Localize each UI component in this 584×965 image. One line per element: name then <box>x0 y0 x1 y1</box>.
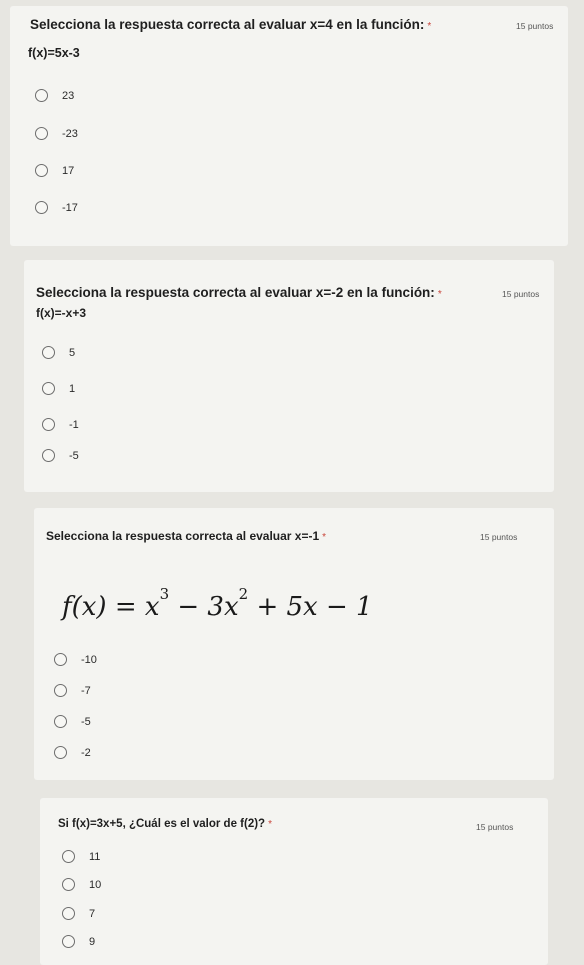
option-minus-17[interactable] <box>35 201 78 214</box>
radio-button[interactable] <box>54 715 67 728</box>
option-minus-7[interactable] <box>54 684 91 697</box>
option-10[interactable] <box>62 878 101 891</box>
option-23[interactable] <box>35 89 74 102</box>
question-card-1 <box>10 6 568 246</box>
option-minus-5[interactable] <box>54 715 91 728</box>
radio-button[interactable] <box>42 418 55 431</box>
option-label: 9 <box>89 935 96 948</box>
option-label: -17 <box>62 201 78 214</box>
option-label: -2 <box>81 746 91 759</box>
function-formula <box>62 585 373 622</box>
radio-button[interactable] <box>35 127 48 140</box>
points-label: 15 puntos <box>476 822 514 832</box>
option-label: -7 <box>81 684 91 697</box>
question-title-text: Selecciona la respuesta correcta al evaluar x=4 en la función: <box>30 17 425 32</box>
points-label: 15 puntos <box>516 21 554 31</box>
question-title-text: Selecciona la respuesta correcta al evaluar x=-2 en la función: <box>36 285 435 300</box>
required-mark: * <box>322 532 327 543</box>
question-title <box>30 16 431 36</box>
option-minus-2[interactable] <box>54 746 91 759</box>
option-minus-23[interactable] <box>35 127 78 140</box>
option-minus-10[interactable] <box>54 653 97 666</box>
required-mark: * <box>427 21 432 32</box>
function-subtitle: f(x)=5x-3 <box>28 46 80 60</box>
option-label: 1 <box>69 382 76 395</box>
option-label: 11 <box>89 850 101 863</box>
question-title-text: Selecciona la respuesta correcta al evaluar x=-1 <box>46 529 320 543</box>
question-card-3 <box>34 508 554 780</box>
option-7[interactable] <box>62 907 95 920</box>
radio-button[interactable] <box>54 684 67 697</box>
radio-button[interactable] <box>35 201 48 214</box>
option-label: 17 <box>62 164 75 177</box>
option-17[interactable] <box>35 164 74 177</box>
radio-button[interactable] <box>35 164 48 177</box>
question-title <box>46 528 326 546</box>
radio-button[interactable] <box>62 878 75 891</box>
question-card-4 <box>40 798 548 965</box>
formula-exponent-3: 3 <box>159 585 170 603</box>
radio-button[interactable] <box>62 935 75 948</box>
question-card-2 <box>24 260 554 492</box>
option-minus-5[interactable] <box>42 449 79 462</box>
option-label: -23 <box>62 127 78 140</box>
radio-button[interactable] <box>42 449 55 462</box>
radio-button[interactable] <box>54 746 67 759</box>
question-title-text: Si f(x)=3x+5, ¿Cuál es el valor de f(2)? <box>58 818 266 830</box>
radio-button[interactable] <box>54 653 67 666</box>
formula-middle: − 3x <box>169 592 239 622</box>
formula-tail: + 5x − 1 <box>248 592 373 622</box>
option-label: -1 <box>69 418 79 431</box>
points-label: 15 puntos <box>480 532 518 542</box>
required-mark: * <box>268 819 272 830</box>
required-mark: * <box>437 289 442 300</box>
option-label: 7 <box>89 907 96 920</box>
option-label: 23 <box>62 89 75 102</box>
radio-button[interactable] <box>42 382 55 395</box>
option-1[interactable] <box>42 382 75 395</box>
formula-lhs: f(x) = x <box>62 592 160 622</box>
option-11[interactable] <box>62 850 100 863</box>
radio-button[interactable] <box>35 89 48 102</box>
points-label: 15 puntos <box>502 289 540 299</box>
question-title <box>36 284 442 304</box>
option-label: 10 <box>89 878 102 891</box>
option-label: -5 <box>69 449 79 462</box>
option-label: -10 <box>81 653 97 666</box>
option-9[interactable] <box>62 935 95 948</box>
formula-exponent-2: 2 <box>238 585 249 603</box>
option-minus-1[interactable] <box>42 418 79 431</box>
radio-button[interactable] <box>42 346 55 359</box>
option-label: -5 <box>81 715 91 728</box>
option-label: 5 <box>69 346 76 359</box>
function-subtitle: f(x)=-x+3 <box>36 306 87 320</box>
radio-button[interactable] <box>62 907 75 920</box>
radio-button[interactable] <box>62 850 75 863</box>
option-5[interactable] <box>42 346 75 359</box>
question-title <box>58 816 272 833</box>
